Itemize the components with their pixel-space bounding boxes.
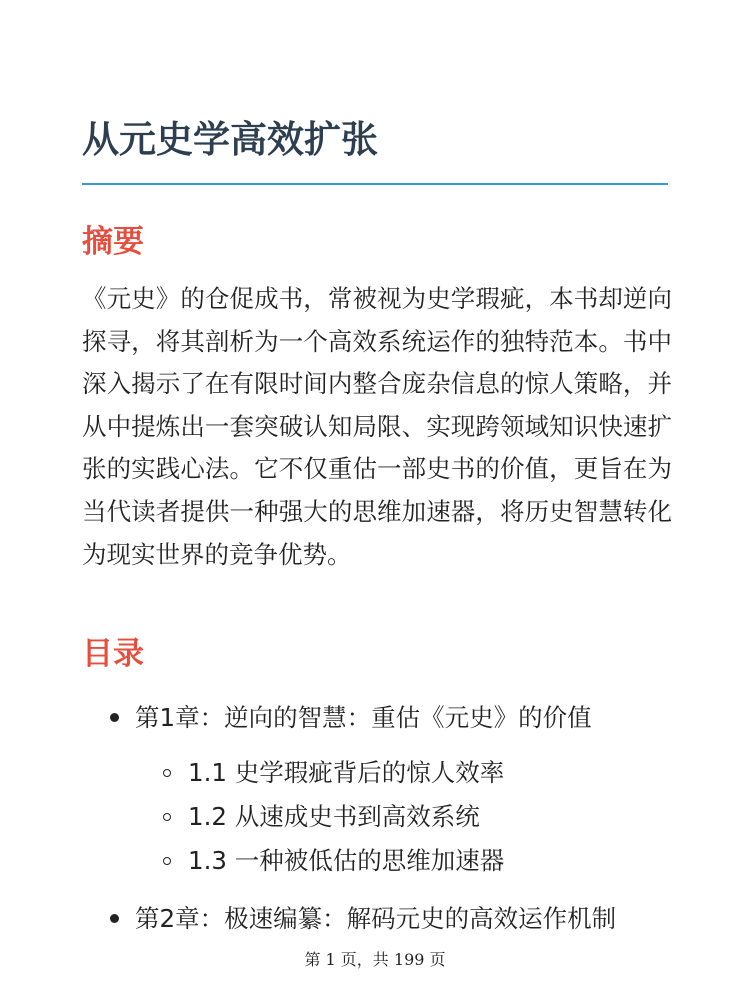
toc-chapter-label[interactable]: 第2章：极速编纂：解码元史的高效运作机制 — [135, 904, 617, 933]
document-title: 从元史学高效扩张 — [82, 118, 378, 161]
page-footer: 第 1 页，共 199 页 — [304, 950, 446, 969]
toc-section-label[interactable]: 1.3 一种被低估的思维加速器 — [188, 846, 505, 875]
toc-section-label[interactable]: 1.1 史学瑕疵背后的惊人效率 — [188, 758, 505, 787]
abstract-heading: 摘要 — [82, 224, 144, 260]
toc-heading: 目录 — [82, 636, 144, 672]
bullet-disc-icon — [110, 713, 119, 722]
bullet-disc-icon — [110, 914, 119, 923]
toc-chapter-label[interactable]: 第1章：逆向的智慧：重估《元史》的价值 — [135, 703, 592, 732]
bullet-circle-icon — [163, 769, 171, 777]
bullet-circle-icon — [163, 857, 171, 865]
bullet-circle-icon — [163, 813, 171, 821]
toc-section-label[interactable]: 1.2 从速成史书到高效系统 — [188, 802, 480, 831]
abstract-text: 《元史》的仓促成书，常被视为史学瑕疵，本书却逆向探寻，将其剖析为一个高效系统运作的独特范本。书中深入揭示了在有限时间内整合庞杂信息的惊人策略，并从中提炼出一套突破认知局限、实现跨领域知识快速扩张的实践心法。它不仅重估一部史书的价值，更旨在为当代读者提供一种强大的思维加速器，将历史智慧转化为现实世界的竞争优势。 — [82, 284, 672, 569]
